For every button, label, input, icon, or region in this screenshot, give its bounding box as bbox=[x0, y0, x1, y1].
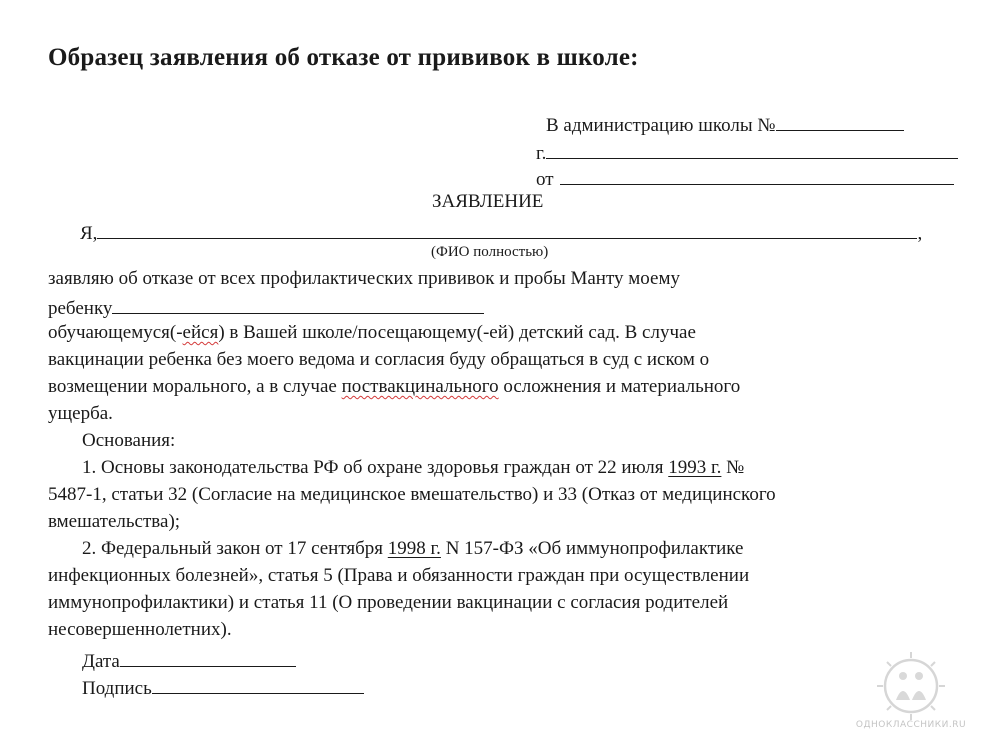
body-line-3-part-c: ) в Вашей школе/посещающему(-ей) детский сад. В случае bbox=[218, 322, 696, 343]
from-blank bbox=[560, 166, 954, 185]
ground-item-1-year: 1993 г. bbox=[668, 457, 722, 478]
recipient-school-line bbox=[546, 112, 904, 137]
recipient-from-label: от bbox=[536, 169, 554, 190]
body-line-3-part-a: обучающемуся(- bbox=[48, 322, 183, 343]
ground-item-1-part-a: 1. Основы законодательства РФ об охране здоровья граждан от 22 июля bbox=[82, 457, 669, 478]
signature-label: Подпись bbox=[82, 678, 152, 699]
grounds-heading: Основания: bbox=[82, 430, 176, 451]
ground-item-2-line-2: инфекционных болезней», статья 5 (Права и обязанности граждан при осуществлении bbox=[48, 565, 750, 586]
body-line-3 bbox=[48, 322, 696, 344]
ground-item-2-line-3: иммунопрофилактики) и статья 11 (О проведении вакцинации с согласия родителей bbox=[48, 592, 729, 613]
ground-item-2-year: 1998 г. bbox=[387, 538, 441, 559]
ground-item-1-part-c: № bbox=[721, 457, 745, 478]
city-blank bbox=[546, 140, 958, 159]
odnoklassniki-logo-icon bbox=[846, 650, 976, 722]
applicant-suffix: , bbox=[917, 223, 923, 244]
applicant-name-blank bbox=[97, 220, 917, 239]
date-blank bbox=[120, 648, 296, 667]
child-name-blank bbox=[112, 295, 484, 314]
applicant-caption: (ФИО полностью) bbox=[431, 244, 549, 260]
ground-item-2 bbox=[82, 538, 744, 560]
ground-item-2-part-a: 2. Федеральный закон от 17 сентября bbox=[82, 538, 388, 559]
school-number-blank bbox=[776, 112, 904, 131]
body-line-5-part-a: возмещении морального, а в случае bbox=[48, 376, 342, 397]
date-line bbox=[82, 648, 296, 673]
ground-item-1 bbox=[82, 457, 744, 479]
body-line-6: ущерба. bbox=[48, 403, 113, 424]
body-line-5-part-c: осложнения и материального bbox=[498, 376, 741, 397]
signature-blank bbox=[152, 675, 364, 694]
applicant-line bbox=[80, 220, 922, 245]
ground-item-1-line-2: 5487-1, статьи 32 (Согласие на медицинское вмешательство) и 33 (Отказ от медицинского bbox=[48, 484, 776, 505]
applicant-prefix: Я, bbox=[80, 223, 98, 244]
odnoklassniki-watermark bbox=[846, 650, 976, 742]
date-label: Дата bbox=[82, 651, 120, 672]
body-line-4: вакцинации ребенка без моего ведома и согласия буду обращаться в суд с иском о bbox=[48, 349, 710, 370]
ground-item-2-line-4: несовершеннолетних). bbox=[48, 619, 232, 640]
body-line-1: заявляю об отказе от всех профилактических прививок и пробы Манту моему bbox=[48, 268, 680, 289]
recipient-from-line bbox=[536, 166, 954, 191]
signature-line bbox=[82, 675, 364, 700]
spellcheck-word: поствакцинального bbox=[341, 376, 499, 397]
ground-item-1-line-3: вмешательства); bbox=[48, 511, 181, 532]
recipient-city-label: г. bbox=[536, 143, 547, 164]
ground-item-2-part-c: N 157-ФЗ «Об иммунопрофилактике bbox=[440, 538, 744, 559]
watermark-text: ОДНОКЛАССНИКИ.RU bbox=[855, 720, 967, 730]
recipient-city-line bbox=[536, 140, 958, 165]
spellcheck-word: ейся bbox=[182, 322, 219, 343]
recipient-school-label: В администрацию школы № bbox=[546, 115, 776, 136]
document-title: Образец заявления об отказе от прививок в школе: bbox=[48, 44, 639, 71]
body-line-2 bbox=[48, 295, 484, 320]
statement-heading: ЗАЯВЛЕНИЕ bbox=[432, 191, 544, 212]
child-label: ребенку bbox=[48, 298, 113, 319]
body-line-5 bbox=[48, 376, 740, 398]
